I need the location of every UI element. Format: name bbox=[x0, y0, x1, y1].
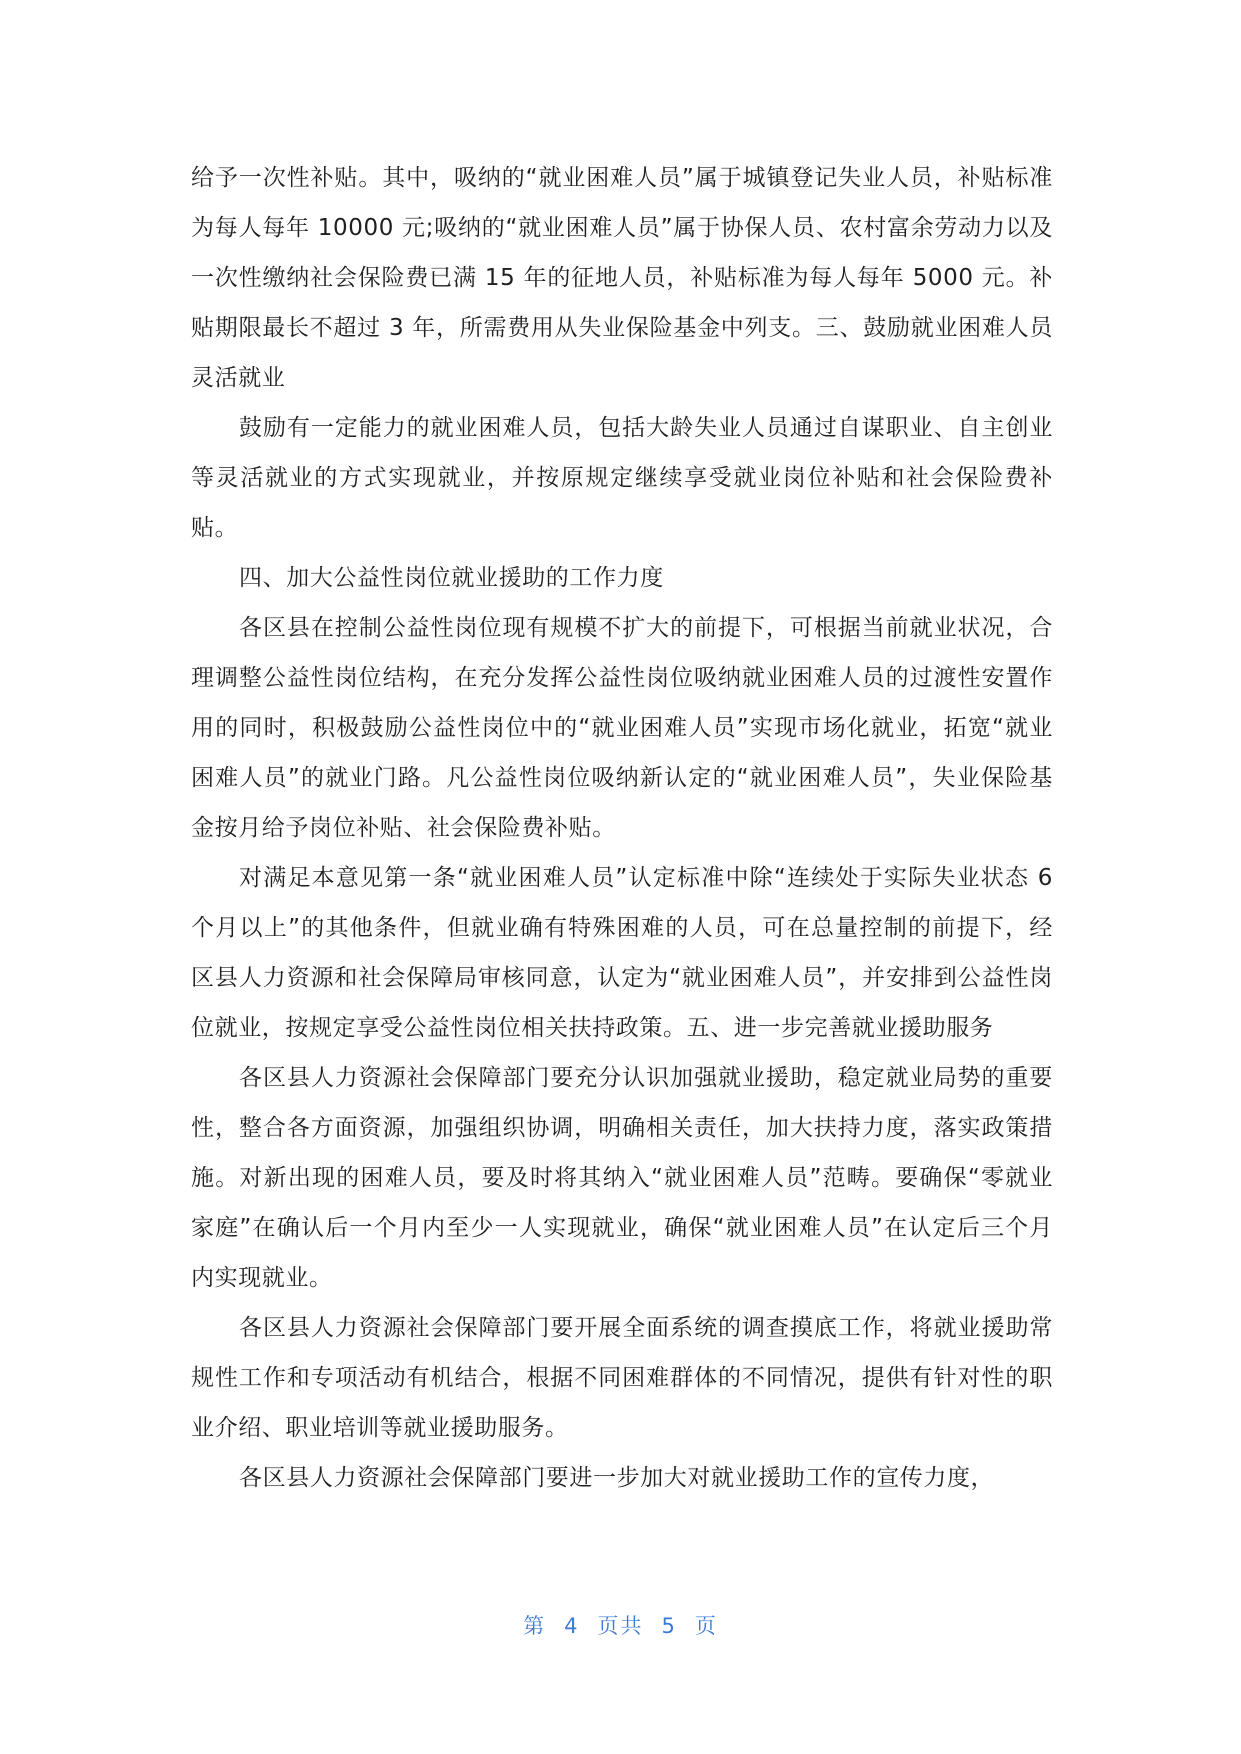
footer-label-total: 页共 bbox=[597, 1614, 644, 1638]
footer-label-page: 第 bbox=[523, 1614, 547, 1638]
paragraph-3: 各区县在控制公益性岗位现有规模不扩大的前提下，可根据当前就业状况，合理调整公益性岗位结构，在充分发挥公益性岗位吸纳就业困难人员的过渡性安置作用的同时，积极鼓励公益性岗位中的“就业困难人员”实现市场化就业，拓宽“就业困难人员”的就业门路。凡公益性岗位吸纳新认定的“就业困难人员”，失业保险基金按月给予岗位补贴、社会保险费补贴。 bbox=[191, 615, 1053, 841]
paragraph-7: 各区县人力资源社会保障部门要进一步加大对就业援助工作的宣传力度， bbox=[239, 1465, 995, 1491]
paragraph-5: 各区县人力资源社会保障部门要充分认识加强就业援助，稳定就业局势的重要性，整合各方面资源，加强组织协调，明确相关责任，加大扶持力度，落实政策措施。对新出现的困难人员，要及时将其纳入“就业困难人员”范畴。要确保“零就业家庭”在确认后一个月内至少一人实现就业，确保“就业困难人员”在认定后三个月内实现就业。 bbox=[191, 1065, 1053, 1291]
paragraph-6: 各区县人力资源社会保障部门要开展全面系统的调查摸底工作，将就业援助常规性工作和专项活动有机结合，根据不同困难群体的不同情况，提供有针对性的职业介绍、职业培训等就业援助服务。 bbox=[191, 1315, 1053, 1441]
footer-label-end: 页 bbox=[694, 1614, 718, 1638]
paragraph-2: 鼓励有一定能力的就业困难人员，包括大龄失业人员通过自谋职业、自主创业等灵活就业的方式实现就业，并按原规定继续享受就业岗位补贴和社会保险费补贴。 bbox=[191, 415, 1053, 541]
footer-total-pages: 5 bbox=[661, 1614, 677, 1638]
footer-current-page: 4 bbox=[564, 1614, 580, 1638]
paragraph-4: 对满足本意见第一条“就业困难人员”认定标准中除“连续处于实际失业状态 6 个月以上”的其他条件，但就业确有特殊困难的人员，可在总量控制的前提下，经区县人力资源和社会保障局审核同意，认定为“就业困难人员”，并安排到公益性岗位就业，按规定享受公益性岗位相关扶持政策。五、进一步完善就业援助服务 bbox=[191, 865, 1053, 1041]
section-heading-4: 四、加大公益性岗位就业援助的工作力度 bbox=[239, 565, 664, 591]
paragraph-1: 给予一次性补贴。其中，吸纳的“就业困难人员”属于城镇登记失业人员，补贴标准为每人每年 10000 元;吸纳的“就业困难人员”属于协保人员、农村富余劳动力以及一次性缴纳社会保险费已满 15 年的征地人员，补贴标准为每人每年 5000 元。补贴期限最长不超过 3 年，所需费用从失业保险基金中列支。三、鼓励就业困难人员灵活就业 bbox=[191, 165, 1053, 391]
page-footer bbox=[0, 1610, 1241, 1640]
document-body bbox=[191, 153, 1053, 1503]
